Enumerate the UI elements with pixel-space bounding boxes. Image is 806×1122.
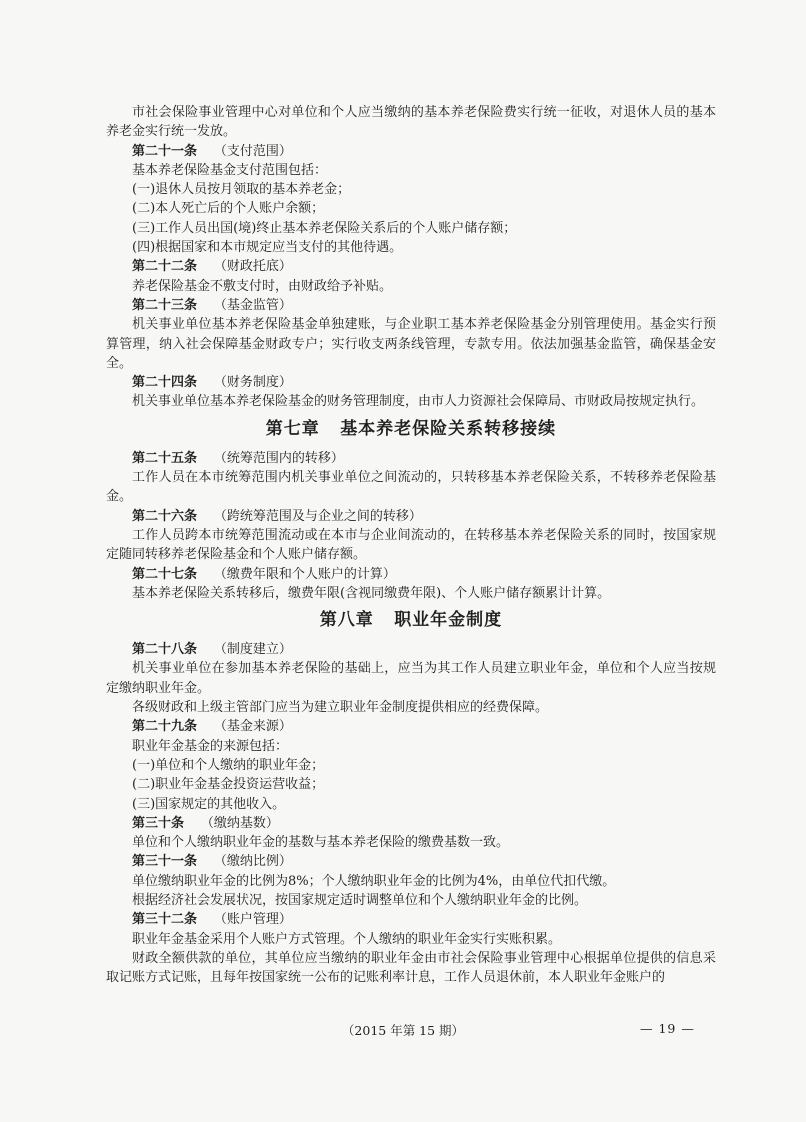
body-paragraph: 基本养老保险关系转移后，缴费年限(含视同缴费年限)、个人账户储存额累计计算。 bbox=[132, 585, 611, 601]
article-number: 第三十二条 bbox=[132, 912, 198, 928]
article-topic: （缴纳基数） bbox=[200, 815, 279, 831]
list-item: (四)根据国家和本市规定应当支付的其他待遇。 bbox=[132, 240, 403, 256]
list-item: (三)工作人员出国(境)终止基本养老保险关系后的个人账户储存额； bbox=[132, 220, 517, 236]
list-item: (二)本人死亡后的个人账户余额； bbox=[132, 201, 325, 217]
body-paragraph: 机关事业单位基本养老保险基金的财务管理制度，由市人力资源社会保障局、市财政局按规定执行。 bbox=[132, 394, 705, 410]
body-paragraph: 工作人员在本市统筹范围内机关事业单位之间流动的，只转移基本养老保险关系，不转移养老保险基金。 bbox=[106, 470, 716, 505]
article-heading bbox=[106, 814, 716, 833]
chapter-number: 第七章 bbox=[265, 418, 320, 439]
article-heading bbox=[106, 296, 716, 315]
chapter-number: 第八章 bbox=[319, 610, 374, 631]
article-heading bbox=[106, 640, 716, 659]
article-number: 第二十二条 bbox=[132, 259, 198, 275]
article-number: 第二十四条 bbox=[132, 375, 198, 391]
article-number: 第二十三条 bbox=[132, 297, 198, 313]
article-topic: （缴纳比例） bbox=[213, 854, 292, 870]
article-number: 第二十八条 bbox=[132, 642, 198, 658]
body-paragraph: 工作人员跨本市统筹范围流动或在本市与企业间流动的，在转移基本养老保险关系的同时，按国家规定随同转移养老保险基金和个人账户储存额。 bbox=[106, 527, 716, 563]
body-paragraph: 职业年金基金的来源包括： bbox=[132, 738, 289, 754]
body-paragraph: 财政全额供款的单位，其单位应当缴纳的职业年金由市社会保险事业管理中心根据单位提供的信息采取记账方式记账，且每年按国家统一公布的记账利率计息，工作人员退休前，本人职业年金账户的 bbox=[106, 950, 716, 986]
article-heading bbox=[106, 373, 716, 392]
chapter-title: 职业年金制度 bbox=[394, 610, 503, 631]
body-paragraph: 基本养老保险基金支付范围包括： bbox=[132, 162, 328, 178]
list-item: (三)国家规定的其他收入。 bbox=[132, 796, 286, 812]
article-topic: （财政托底） bbox=[213, 259, 292, 275]
article-heading bbox=[106, 142, 716, 161]
article-topic: （基金来源） bbox=[213, 719, 292, 735]
article-topic: （制度建立） bbox=[213, 642, 292, 658]
article-number: 第三十条 bbox=[132, 815, 185, 831]
article-number: 第二十九条 bbox=[132, 719, 198, 735]
article-topic: （跨统筹范围及与企业之间的转移） bbox=[213, 508, 422, 524]
chapter-heading bbox=[106, 418, 716, 440]
article-number: 第三十一条 bbox=[132, 854, 198, 870]
issue-label: （2015 年第 15 期） bbox=[341, 1023, 465, 1038]
article-topic: （统筹范围内的转移） bbox=[213, 450, 344, 466]
list-item: (一)单位和个人缴纳的职业年金； bbox=[132, 757, 325, 773]
list-item: (一)退休人员按月领取的基本养老金； bbox=[132, 182, 351, 198]
article-number: 第二十五条 bbox=[132, 450, 198, 466]
body-paragraph: 单位缴纳职业年金的比例为8%；个人缴纳职业年金的比例为4%，由单位代扣代缴。 bbox=[132, 873, 616, 889]
article-topic: （财务制度） bbox=[213, 375, 292, 391]
article-topic: （支付范围） bbox=[213, 143, 292, 159]
body-paragraph: 养老保险基金不敷支付时，由财政给予补贴。 bbox=[132, 278, 393, 294]
article-topic: （缴费年限和个人账户的计算） bbox=[213, 566, 396, 582]
document-body bbox=[106, 103, 716, 987]
body-paragraph: 单位和个人缴纳职业年金的基数与基本养老保险的缴费基数一致。 bbox=[132, 835, 510, 851]
body-paragraph: 机关事业单位在参加基本养老保险的基础上，应当为其工作人员建立职业年金，单位和个人应当按规定缴纳职业年金。 bbox=[106, 661, 716, 696]
article-heading bbox=[106, 717, 716, 736]
article-heading bbox=[106, 910, 716, 929]
article-heading bbox=[106, 507, 716, 526]
body-paragraph: 各级财政和上级主管部门应当为建立职业年金制度提供相应的经费保障。 bbox=[132, 700, 549, 716]
article-number: 第二十一条 bbox=[132, 143, 198, 159]
body-paragraph: 市社会保险事业管理中心对单位和个人应当缴纳的基本养老保险费实行统一征收，对退休人员的基本养老金实行统一发放。 bbox=[106, 105, 716, 140]
body-paragraph: 机关事业单位基本养老保险基金单独建账，与企业职工基本养老保险基金分别管理使用。基金实行预算管理，纳入社会保障基金财政专户；实行收支两条线管理，专款专用。依法加强基金监管，确保基金安全。 bbox=[106, 317, 716, 371]
article-heading bbox=[106, 257, 716, 276]
chapter-title: 基本养老保险关系转移接续 bbox=[340, 418, 557, 439]
list-item: (二)职业年金基金投资运营收益； bbox=[132, 777, 325, 793]
article-heading bbox=[106, 449, 716, 468]
article-heading bbox=[106, 565, 716, 584]
article-heading bbox=[106, 852, 716, 871]
body-paragraph: 职业年金基金采用个人账户方式管理。个人缴纳的职业年金实行实账积累。 bbox=[132, 931, 562, 947]
article-number: 第二十六条 bbox=[132, 508, 198, 524]
chapter-heading bbox=[106, 609, 716, 631]
page-number: — 19 — bbox=[640, 1021, 695, 1036]
article-topic: （账户管理） bbox=[213, 912, 292, 928]
body-paragraph: 根据经济社会发展状况，按国家规定适时调整单位和个人缴纳职业年金的比例。 bbox=[132, 892, 588, 908]
article-topic: （基金监管） bbox=[213, 297, 292, 313]
article-number: 第二十七条 bbox=[132, 566, 198, 582]
